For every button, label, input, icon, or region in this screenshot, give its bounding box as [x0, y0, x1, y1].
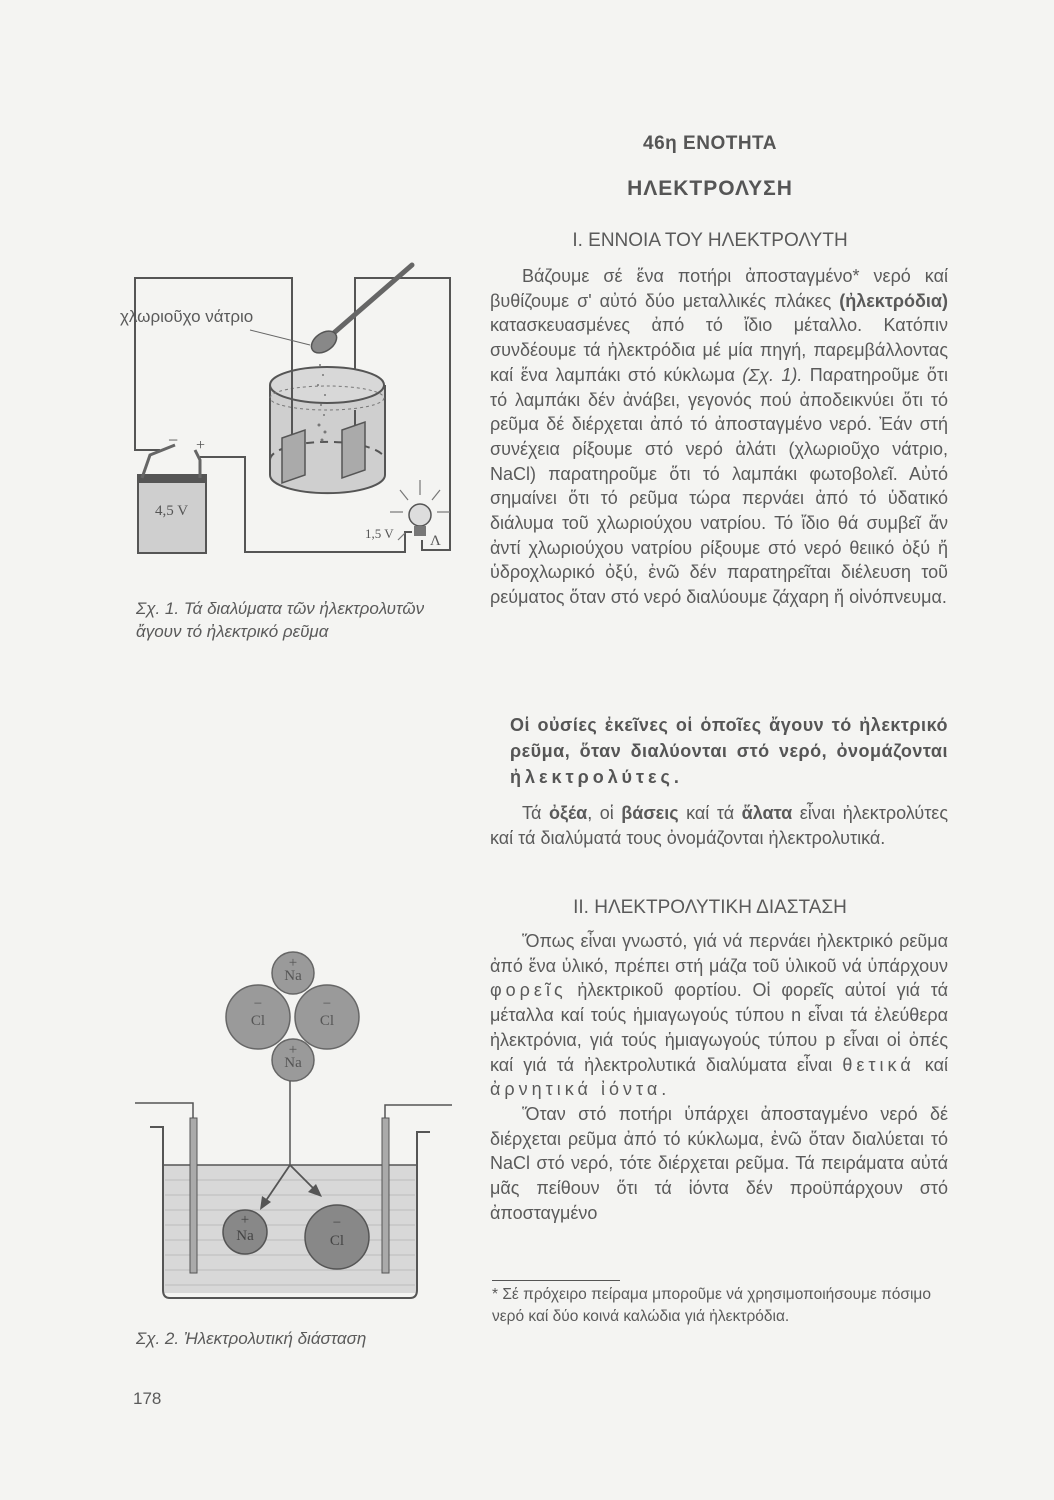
svg-text:+: + — [196, 437, 206, 454]
figure-2-electrolytic-dissociation — [130, 940, 470, 1320]
svg-text:Na: Na — [284, 968, 302, 984]
chapter-heading: 46η ΕΝΟΤΗΤΑ — [643, 133, 777, 154]
svg-text:Λ: Λ — [430, 533, 441, 549]
svg-text:−: − — [168, 430, 179, 450]
footnote-rule — [492, 1280, 620, 1281]
svg-text:1,5 V: 1,5 V — [365, 526, 394, 541]
section-heading-2: ΙΙ. ΗΛΕΚΤΡΟΛΥΤΙΚΗ ΔΙΑΣΤΑΣΗ — [573, 897, 847, 918]
page-title: ΗΛΕΚΤΡΟΛΥΣΗ — [627, 177, 793, 200]
svg-text:+: + — [240, 1212, 250, 1228]
section1-paragraph-1: Βάζουμε σέ ἕνα ποτήρι ἀποσταγμένο* νερό καί βυθίζουμε σ' αὐτό δύο μεταλλικές πλάκες (ἠλεκτρόδια) κατασκευασμένες ἀπό τό ἴδιο μέταλλο. Κατόπιν συνδέουμε τά ἠλεκτρόδια μέ μία πηγή, παρεμβάλλοντας καί ἕνα λαμπάκι στό κύκλωμα (Σχ. 1). Παρατηροῦμε ὅτι τό λαμπάκι δέν ἀνάβει, γεγονός πού ἀποδεικνύει ὅτι τό ρεῦμα δέ διέρχεται ἀπό τό ἀποσταγμένο νερό. Ἐάν στή συνέχεια ρίξουμε στό νερό ἁλάτι (χλωριοῦχο νάτριο, NaCl) παρατηροῦμε ὅτι τό λαμπάκι φωτοβολεῖ. Αὐτό σημαίνει ὅτι τό ρεῦμα τώρα περνάει ἀπό τό ὑδατικό διάλυμα τοῦ χλωριούχου νατρίου. Τό ἴδιο θά συμβεῖ ἄν ἀντί χλωριούχου νατρίου ρίξουμε στό νερό θειικό ὀξύ ἤ ὑδροχλωρικό ὀξύ, ἐνῶ δέν παρατηρεῖται διέλευση τοῦ ρεύματος ὅταν στό νερό διαλύουμε ζάχαρη ἤ οἰνόπνευμα. — [490, 266, 948, 608]
section2-body: Ὅπως εἶναι γνωστό, γιά νά περνάει ἠλεκτρικό ρεῦμα ἀπό ἕνα ὑλικό, πρέπει στή μάζα τοῦ ὑλικοῦ νά ὑπάρχουν φορεῖς ἠλεκτρικοῦ φορτίου. Οἱ φορεῖς αὐτοί γιά τά μέταλλα καί τούς ἡμιαγωγούς τύπου n εἶναι τά ἐλεύθερα ἠλεκτρόνια, γιά τούς ἡμιαγωγούς τύπου p εἶναι οἱ ὀπές καί γιά τά ἠλεκτρολυτικά διαλύματα εἶναι θετικά καί ἀρνητικά ἰόντα. Ὅταν στό ποτήρι ὑπάρχει ἀποσταγμένο νερό δέ διέρχεται ρεῦμα ἀπό τό κύκλωμα, ἐνῶ ὅταν διαλύεται τό NaCl στό νερό, τότε διέρχεται ρεῦμα. Τά πειράματα αὐτά μᾶς πείθουν ὅτι τά ἰόντα δέν προϋπάρχουν στό ἀποσταγμένο — [490, 931, 948, 1223]
lamp-icon — [365, 480, 450, 549]
section-heading-1: Ι. ΕΝΝΟΙΑ ΤΟΥ ΗΛΕΚΤΡΟΛΥΤΗ — [572, 230, 848, 251]
section1-paragraph-2: Τά ὀξέα, οἱ βάσεις καί τά ἅλατα εἶναι ἠλεκτρολύτες καί τά διαλύματά τους ὀνομάζονται ἠλεκτρολυτικά. — [490, 803, 948, 848]
svg-text:−: − — [322, 996, 332, 1012]
page-number: 178 — [133, 1389, 162, 1408]
figure-1-electrolysis-circuit — [120, 250, 470, 560]
svg-text:Na: Na — [236, 1228, 254, 1244]
svg-text:4,5 V: 4,5 V — [155, 503, 189, 519]
salt-label: χλωριοῦχο νάτριο — [120, 307, 254, 326]
svg-text:−: − — [332, 1215, 342, 1231]
svg-text:Cl: Cl — [319, 1013, 335, 1029]
definition-box: Οἱ οὐσίες ἐκεῖνες οἱ ὁποῖες ἄγουν τό ἠλεκτρικό ρεῦμα, ὅταν διαλύονται στό νερό, ὀνομάζονται ἠλεκτρολύτες. — [510, 715, 948, 787]
svg-text:−: − — [253, 996, 263, 1012]
svg-text:+: + — [288, 955, 298, 971]
footnote: * Σέ πρόχειρο πείραμα μποροῦμε νά χρησιμοποιήσουμε πόσιμο νερό καί δύο κοινά καλώδια γιά ἠλεκτρόδια. — [492, 1286, 931, 1325]
svg-text:Na: Na — [284, 1055, 302, 1071]
svg-text:Cl: Cl — [329, 1233, 345, 1249]
battery-icon — [138, 430, 206, 553]
figure-1-caption: Σχ. 1. Τά διαλύματα τῶν ἠλεκτρολυτῶν ἄγουν τό ἠλεκτρικό ρεῦμα — [136, 599, 425, 641]
svg-text:+: + — [288, 1042, 298, 1058]
figure-2-caption: Σχ. 2. Ἠλεκτρολυτική διάσταση — [136, 1329, 367, 1348]
svg-text:Cl: Cl — [250, 1013, 266, 1029]
